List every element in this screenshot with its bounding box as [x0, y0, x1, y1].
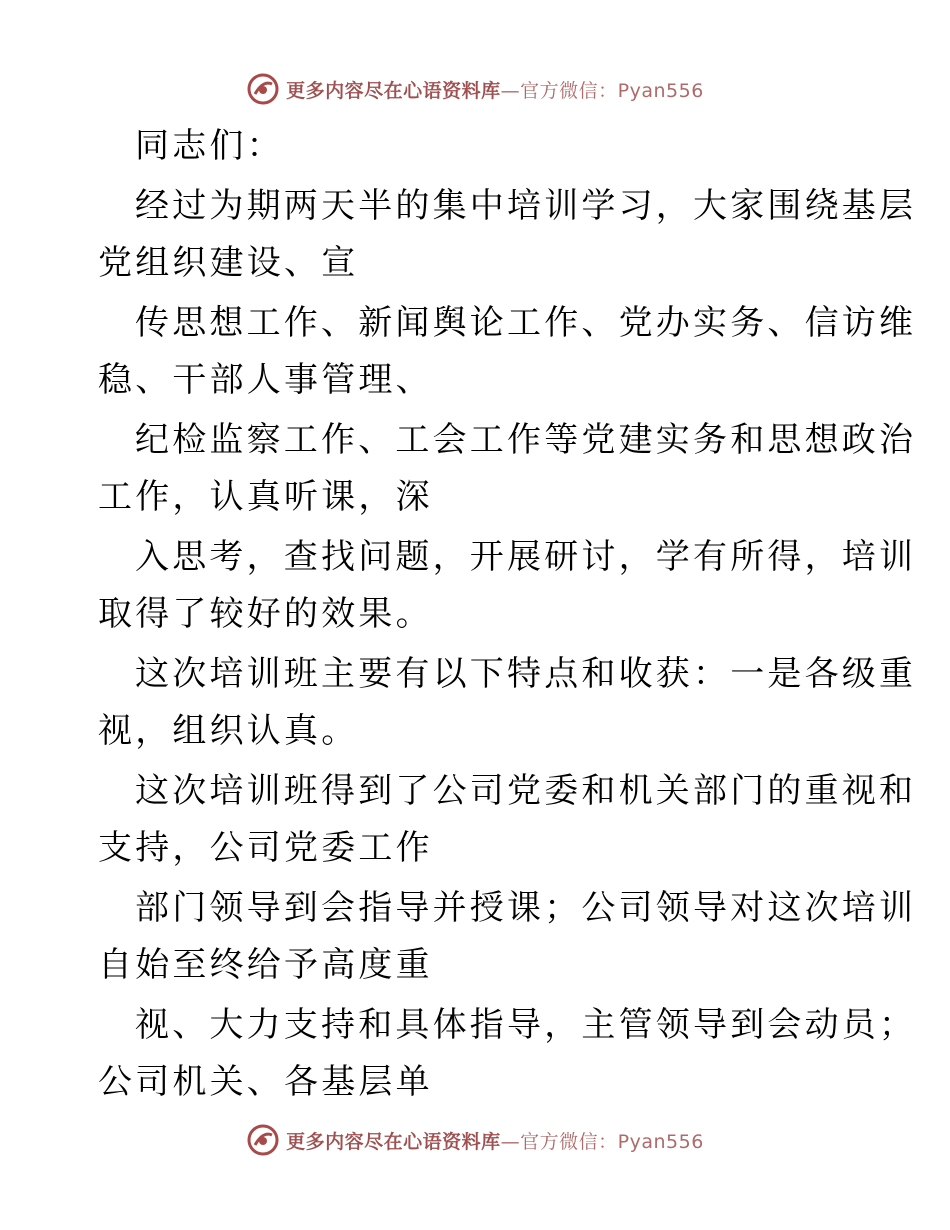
watermark-dash: — [500, 1130, 521, 1153]
paragraph-line: 党组织建设、宣 [98, 243, 359, 283]
paragraph [98, 178, 917, 292]
paragraph [98, 997, 917, 1111]
brand-logo-icon [246, 72, 280, 106]
paragraph-line: 支持，公司党委工作 [98, 828, 433, 868]
paragraph-line: 公司机关、各基层单 [98, 1062, 433, 1102]
header-watermark [0, 72, 950, 106]
paragraph [98, 646, 917, 760]
paragraph-salutation [98, 118, 858, 175]
watermark-brand: 更多内容尽在心语资料库 [286, 1130, 501, 1153]
paragraph-line: 这次培训班主要有以下特点和收获：一是各级重 [135, 654, 917, 694]
paragraph [98, 295, 917, 409]
paragraph-line: 稳、干部人事管理、 [98, 360, 433, 400]
paragraph-line: 传思想工作、新闻舆论工作、党办实务、信访维 [135, 303, 917, 343]
paragraph [98, 529, 917, 643]
paragraph-line: 工作，认真听课，深 [98, 477, 433, 517]
brand-logo-icon [246, 1123, 280, 1157]
footer-watermark [0, 1123, 950, 1157]
watermark-text [286, 1127, 704, 1154]
paragraph-line: 这次培训班得到了公司党委和机关部门的重视和 [135, 771, 917, 811]
paragraph [98, 880, 917, 994]
paragraph [98, 763, 917, 877]
paragraph-line: 视、大力支持和具体指导，主管领导到会动员； [135, 1005, 917, 1045]
watermark-brand: 更多内容尽在心语资料库 [286, 79, 501, 102]
paragraph-line: 纪检监察工作、工会工作等党建实务和思想政治 [135, 420, 917, 460]
watermark-contact: 官方微信：Pyan556 [520, 1130, 704, 1153]
paragraph-line: 部门领导到会指导并授课；公司领导对这次培训 [135, 888, 917, 928]
paragraph [98, 412, 917, 526]
watermark-contact: 官方微信：Pyan556 [520, 79, 704, 102]
watermark-text [286, 76, 704, 103]
paragraph-line: 同志们： [135, 126, 284, 166]
document-body [98, 118, 917, 1111]
paragraph-line: 视，组织认真。 [98, 711, 359, 751]
paragraph-line: 取得了较好的效果。 [98, 594, 433, 634]
watermark-dash: — [500, 79, 521, 102]
paragraph-line: 入思考，查找问题，开展研讨，学有所得，培训 [135, 537, 917, 577]
paragraph-line: 经过为期两天半的集中培训学习，大家围绕基层 [135, 186, 917, 226]
paragraph-line: 自始至终给予高度重 [98, 945, 433, 985]
